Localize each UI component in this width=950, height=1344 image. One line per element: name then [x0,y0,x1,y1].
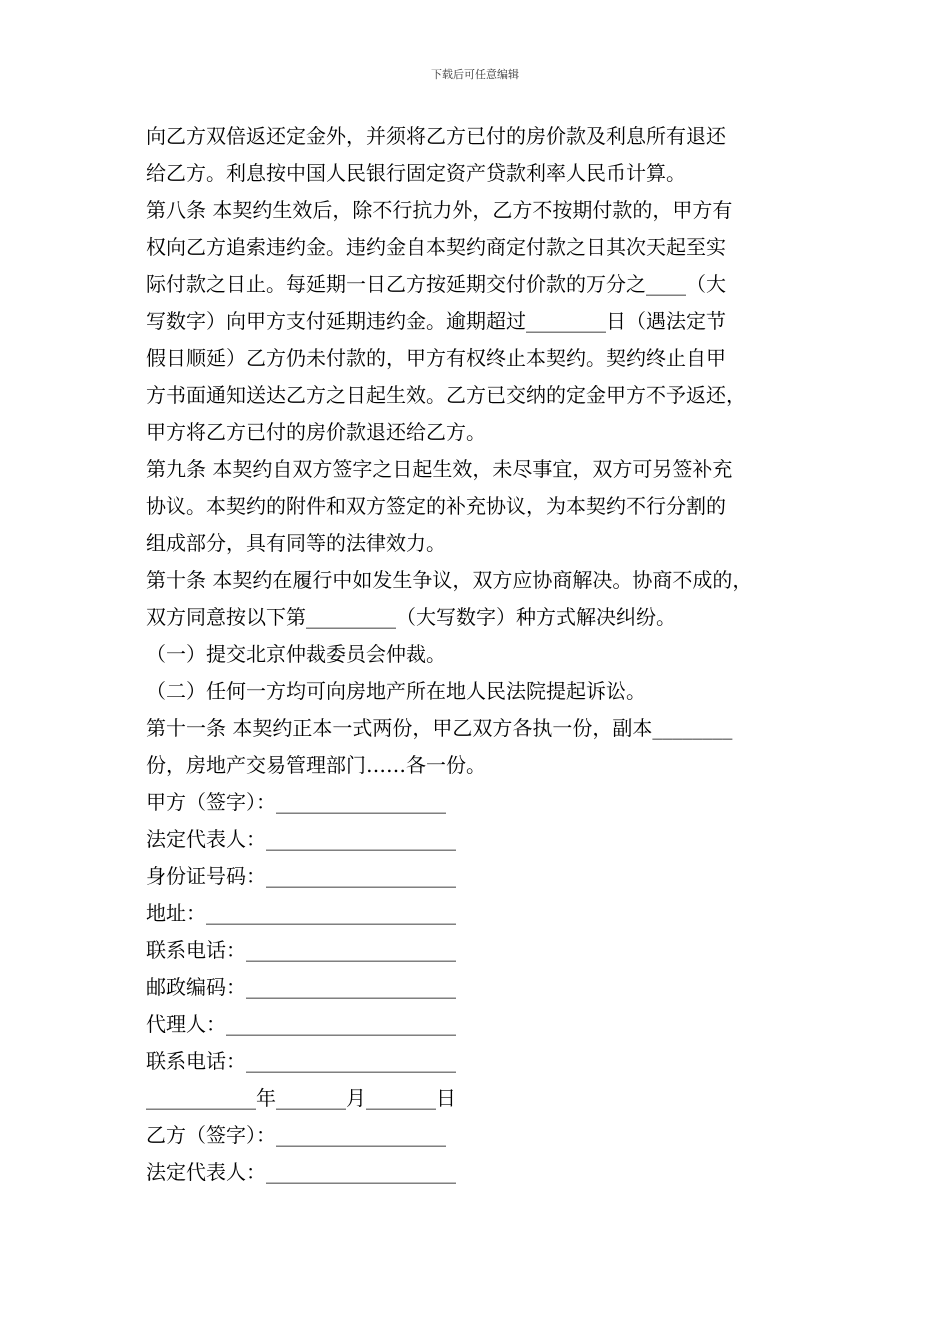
article-9-line: 第九条 本契约自双方签字之日起生效，未尽事宜，双方可另签补充 [146,457,733,481]
legal-representative-field: 法定代表人：___________________ [146,1160,456,1184]
body-line: 双方同意按以下第_________（大写数字）种方式解决纠纷。 [146,605,676,629]
article-10-line: 第十条 本契约在履行中如发生争议，双方应协商解决。协商不成的， [146,568,753,592]
phone-field: 联系电话：_____________________ [146,938,456,962]
body-line: 向乙方双倍返还定金外，并须将乙方已付的房价款及利息所有退还 [146,124,726,148]
id-number-field: 身份证号码：___________________ [146,864,456,888]
legal-representative-field: 法定代表人：___________________ [146,827,456,851]
body-line: 份，房地产交易管理部门……各一份。 [146,753,486,777]
article-8-line: 第八条 本契约生效后，除不行抗力外，乙方不按期付款的，甲方有 [146,198,733,222]
body-line: 写数字）向甲方支付延期违约金。逾期超过________日（遇法定节 [146,309,726,333]
body-line: 给乙方。利息按中国人民银行固定资产贷款利率人民币计算。 [146,161,686,185]
option-1-line: （一）提交北京仲裁委员会仲裁。 [146,642,446,666]
body-line: 方书面通知送达乙方之日起生效。乙方已交纳的定金甲方不予返还， [146,383,746,407]
agent-field: 代理人：_______________________ [146,1012,456,1036]
body-line: 协议。本契约的附件和双方签定的补充协议，为本契约不行分割的 [146,494,726,518]
date-field: ___________年_______月_______日 [146,1086,456,1110]
body-line: 甲方将乙方已付的房价款退还给乙方。 [146,420,486,444]
body-line: 权向乙方追索违约金。违约金自本契约商定付款之日其次天起至实 [146,235,726,259]
phone-field: 联系电话：_____________________ [146,1049,456,1073]
body-line: 假日顺延）乙方仍未付款的，甲方有权终止本契约。契约终止自甲 [146,346,726,370]
postal-code-field: 邮政编码：_____________________ [146,975,456,999]
body-line: 际付款之日止。每延期一日乙方按延期交付价款的万分之____（大 [146,272,726,296]
body-line: 组成部分，具有同等的法律效力。 [146,531,446,555]
article-11-line: 第十一条 本契约正本一式两份，甲乙双方各执一份，副本________ [146,716,733,740]
party-a-signature-field: 甲方（签字）：_________________ [146,790,446,814]
contract-body [146,118,826,1191]
option-2-line: （二）任何一方均可向房地产所在地人民法院提起诉讼。 [146,679,646,703]
party-b-signature-field: 乙方（签字）：_________________ [146,1123,446,1147]
page-header: 下载后可任意编辑 [431,68,519,81]
address-field: 地址：_________________________ [146,901,456,925]
